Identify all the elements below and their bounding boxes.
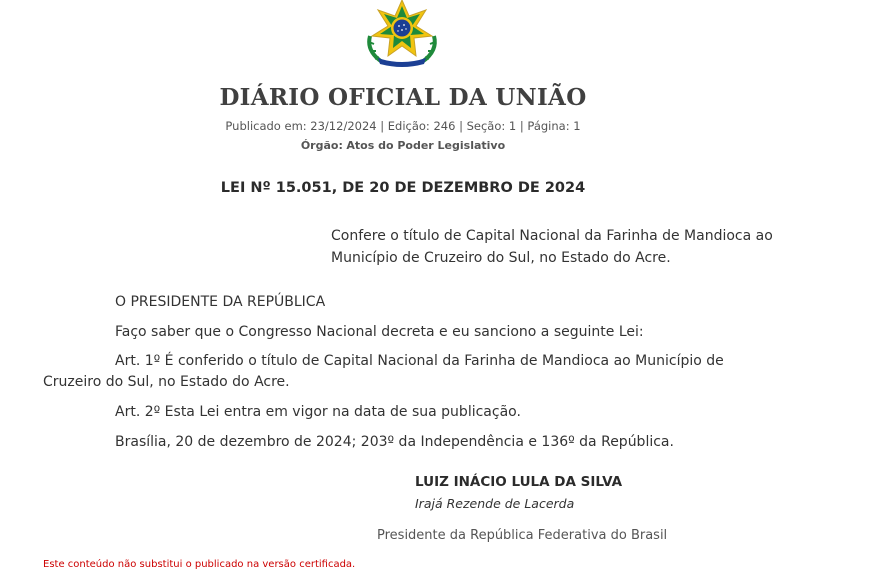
ementa-line: Município de Cruzeiro do Sul, no Estado do Acre. [331, 250, 671, 266]
act-ementa [331, 225, 781, 269]
signer-role: Presidente da República Federativa do Brasil [377, 528, 668, 543]
presidente-heading: O PRESIDENTE DA REPÚBLICA [115, 294, 326, 310]
act-title: LEI Nº 15.051, DE 20 DE DEZEMBRO DE 2024 [220, 180, 586, 196]
orgao-line [0, 139, 806, 152]
brasao-emblem-icon [360, 0, 444, 68]
publication-meta: Publicado em: 23/12/2024 | Edição: 246 | Seção: 1 | Página: 1 [225, 119, 581, 133]
orgao-value: Atos do Poder Legislativo [346, 139, 506, 152]
article-1: Art. 1º É conferido o título de Capital Nacional da Farinha de Mandioca ao Município de Cruzeiro do Sul, no Estado do Acre. [43, 353, 724, 390]
cosigner-name: Irajá Rezende de Lacerda [415, 496, 575, 511]
orgao-label: Órgão: [300, 139, 343, 152]
ementa-line: Confere o título de Capital Nacional da Farinha de Mandioca ao [331, 228, 773, 244]
certification-disclaimer: Este conteúdo não substitui o publicado na versão certificada. [43, 559, 356, 570]
gazette-title: DIÁRIO OFICIAL DA UNIÃO [219, 84, 587, 111]
enactment-clause: Faço saber que o Congresso Nacional decreta e eu sanciono a seguinte Lei: [115, 324, 644, 340]
article-2: Art. 2º Esta Lei entra em vigor na data de sua publicação. [115, 404, 521, 420]
signer-name: LUIZ INÁCIO LULA DA SILVA [415, 474, 623, 490]
place-date: Brasília, 20 de dezembro de 2024; 203º da Independência e 136º da República. [115, 434, 674, 450]
